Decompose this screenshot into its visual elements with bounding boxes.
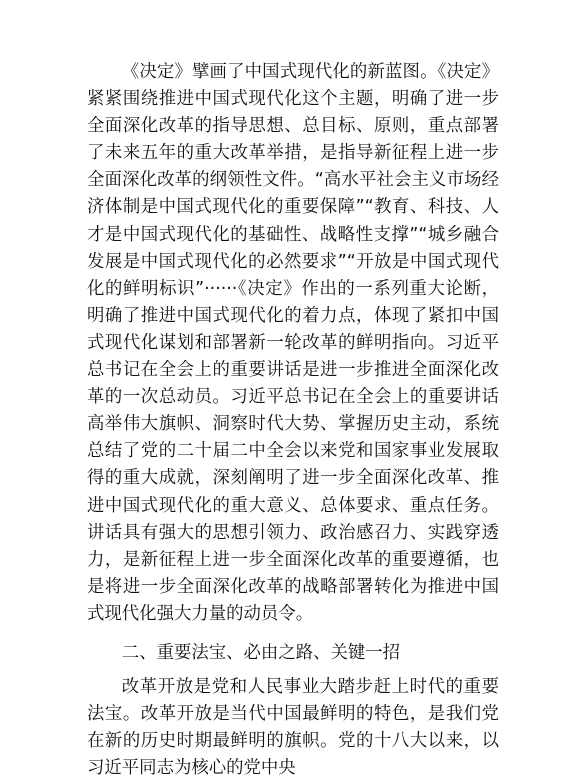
document-body <box>87 59 499 782</box>
body-paragraph-1: 《决定》擘画了中国式现代化的新蓝图。《决定》紧紧围绕推进中国式现代化这个主题，明确了进一步全面深化改革的指导思想、总目标、原则，重点部署了未来五年的重大改革举措，是指导新征程上进一步全面深化改革的纲领性文件。“高水平社会主义市场经济体制是中国式现代化的重要保障”“教育、科技、人才是中国式现代化的基础性、战略性支撑”“城乡融合发展是中国式现代化的必然要求”“开放是中国式现代化的鲜明标识”······《决定》作出的一系列重大论断，明确了推进中国式现代化的着力点，体现了紧扣中国式现代化谋划和部署新一轮改革的鲜明指向。习近平总书记在全会上的重要讲话是进一步推进全面深化改革的一次总动员。习近平总书记在全会上的重要讲话高举伟大旗帜、洞察时代大势、掌握历史主动，系统总结了党的二十届二中全会以来党和国家事业发展取得的重大成就，深刻阐明了进一步全面深化改革、推进中国式现代化的重大意义、总体要求、重点任务。讲话具有强大的思想引领力、政治感召力、实践穿透力，是新征程上进一步全面深化改革的重要遵循，也是将进一步全面深化改革的战略部署转化为推进中国式现代化强大力量的动员令。 <box>87 62 499 624</box>
section-heading: 二、重要法宝、必由之路、关键一招 <box>121 642 401 663</box>
body-paragraph-2: 改革开放是党和人民事业大踏步赶上时代的重要法宝。改革开放是当代中国最鲜明的特色，是我们党在新的历史时期最鲜明的旗帜。党的十八大以来，以习近平同志为核心的党中央 <box>87 676 499 779</box>
